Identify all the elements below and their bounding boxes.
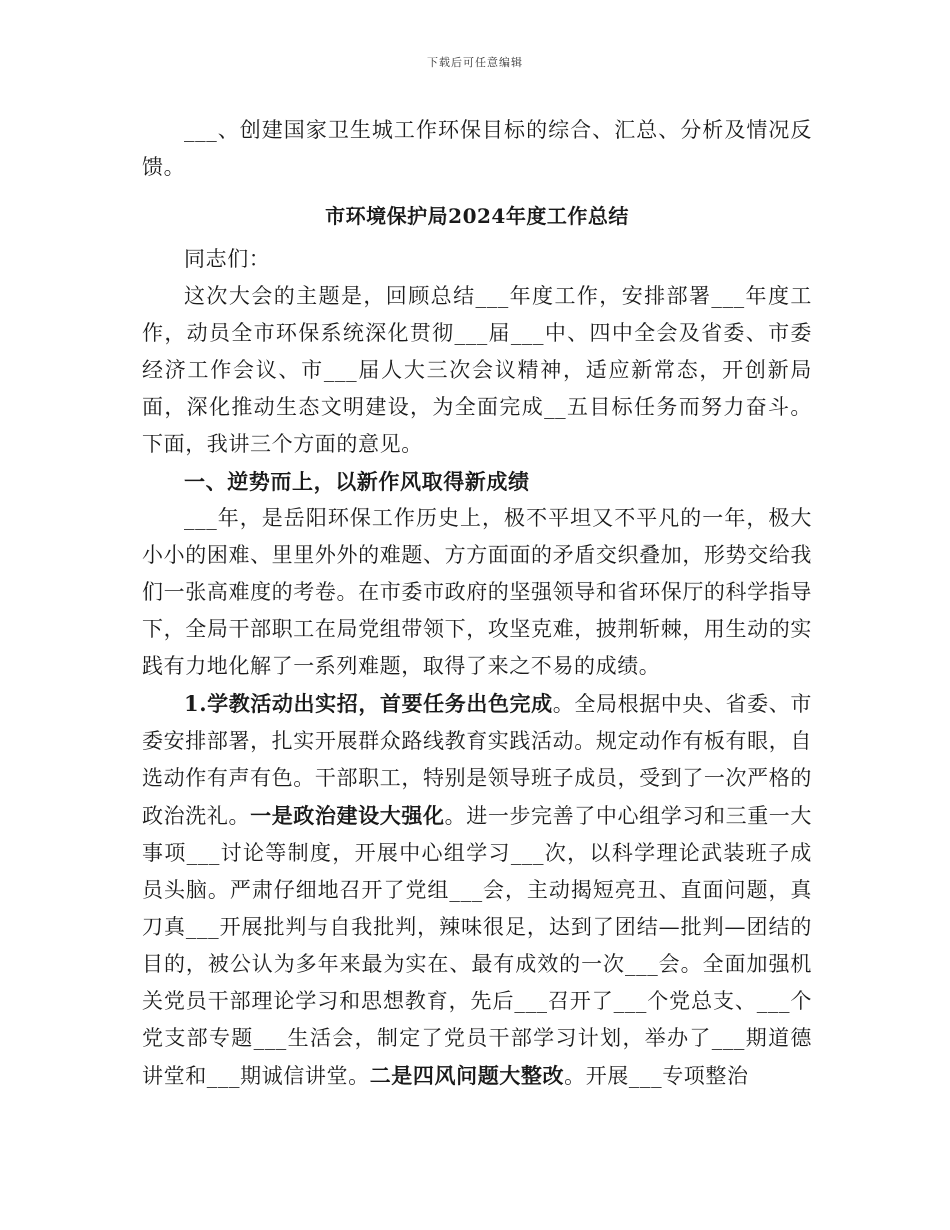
paragraph-2: ___年，是岳阳环保工作历史上，极不平坦又不平凡的一年，极大小小的困难、里里外外的难题、方方面面的矛盾交织叠加，形势交给我们一张高难度的考卷。在市委市政府的坚强领导和省环保厅的科学指导下，全局干部职工在局党组带领下，攻坚克难，披荆斩棘，用生动的实践有力地化解了一系列难题，取得了来之不易的成绩。 bbox=[142, 506, 812, 678]
paragraph-3-part-1: 。全局根据中央、省委、市委安排部署，扎实开展群众路线教育实践活动。规定动作有板有眼，自选动作有声有色。干部职工，特别是领导班子成员，受到了一次严格的政治洗礼。 bbox=[142, 692, 812, 828]
intro-paragraph: ___、创建国家卫生城工作环保目标的综合、汇总、分析及情况反馈。 bbox=[142, 118, 812, 179]
section-1-heading: 一、逆势而上，以新作风取得新成绩 bbox=[184, 469, 530, 494]
salutation: 同志们： bbox=[184, 247, 271, 271]
paragraph-3-lead: 1.学教活动出实招，首要任务出色完成 bbox=[184, 691, 553, 716]
page-header: 下载后可任意编辑 bbox=[427, 56, 523, 69]
document-body bbox=[142, 112, 812, 1095]
document-title: 市环境保护局2024年度工作总结 bbox=[325, 204, 629, 228]
paragraph-3-bold-3: 二是四风问题大整改 bbox=[369, 1063, 565, 1088]
paragraph-3-bold-2: 一是政治建设大强化 bbox=[250, 803, 445, 828]
paragraph-1: 这次大会的主题是，回顾总结___年度工作，安排部署___年度工作，动员全市环保系统深化贯彻___届___中、四中全会及省委、市委经济工作会议、市___届人大三次会议精神，适应新常态，开创新局面，深化推动生态文明建设，为全面完成__五目标任务而努力奋斗。下面，我讲三个方面的意见。 bbox=[142, 284, 812, 456]
paragraph-3-part-2: 。进一步完善了中心组学习和三重一大事项___讨论等制度，开展中心组学习___次，以科学理论武装班子成员头脑。严肃仔细地召开了党组___会，主动揭短亮丑、直面问题，真刀真___开展批判与自我批判，辣味很足，达到了团结—批判—团结的目的，被公认为多年来最为实在、最有成效的一次___会。全面加强机关党员干部理论学习和思想教育，先后___召开了___个党总支、___个党支部专题___生活会，制定了党员干部学习计划，举办了___期道德讲堂和___期诚信讲堂。 bbox=[142, 804, 813, 1088]
paragraph-3 bbox=[142, 685, 812, 1095]
paragraph-3-part-3: 。开展___专项整治 bbox=[564, 1064, 749, 1088]
